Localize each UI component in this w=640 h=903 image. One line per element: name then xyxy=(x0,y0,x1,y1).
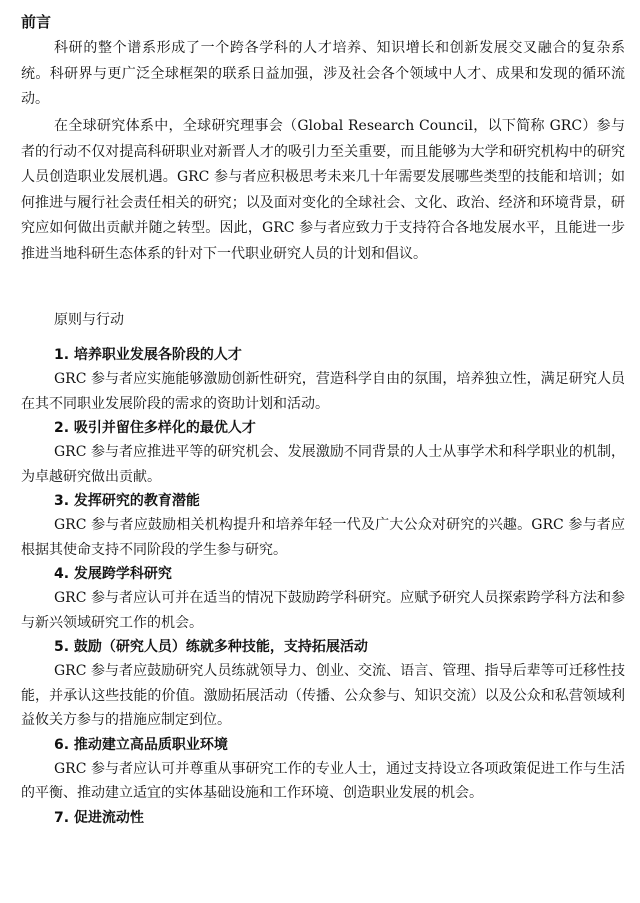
principle-body: GRC 参与者应实施能够激励创新性研究，营造科学自由的氛围，培养独立性，满足研究人员在其不同职业发展阶段的需求的资助计划和活动。 xyxy=(21,371,625,412)
intro-paragraph-1: 科研的整个谱系形成了一个跨各学科的人才培养、知识增长和创新发展交叉融合的复杂系统。科研界与更广泛全球框架的联系日益加强，涉及社会各个领域中人才、成果和发现的循环流动。 xyxy=(21,40,625,107)
principle-item-4 xyxy=(21,563,625,635)
principle-body: GRC 参与者应推进平等的研究机会、发展激励不同背景的人士从事学术和科学职业的机制，为卓越研究做出贡献。 xyxy=(21,444,625,485)
principle-item-1 xyxy=(21,344,625,416)
principle-title: 2. 吸引并留住多样化的最优人才 xyxy=(54,420,256,436)
principle-title: 5. 鼓励（研究人员）练就多种技能，支持拓展活动 xyxy=(54,639,368,655)
principle-body: GRC 参与者应认可并尊重从事研究工作的专业人士，通过支持设立各项政策促进工作与生活的平衡、推动建立适宜的实体基础设施和工作环境、创造职业发展的机会。 xyxy=(21,760,625,801)
intro-paragraph-2: 在全球研究体系中，全球研究理事会（Global Research Council，以下简称 GRC）参与者的行动不仅对提高科研职业对新晋人才的吸引力至关重要，而且能够为大学和研究机构中的研究人员创造职业发展机遇。GRC 参与者应积极思考未来几十年需要发展哪些类型的技能和培训；如何推进与履行社会责任相关的研究；以及面对变化的全球社会、文化、政治、经济和环境背景，研究应如何做出贡献并随之转型。因此，GRC 参与者应致力于支持符合各地发展水平，且能进一步推进当地科研生态体系的针对下一代职业研究人员的计划和倡议。 xyxy=(21,118,625,262)
principle-item-6 xyxy=(21,734,625,806)
principle-title: 1. 培养职业发展各阶段的人才 xyxy=(54,347,242,363)
preface-heading: 前言 xyxy=(21,13,52,31)
principles-list xyxy=(21,344,625,830)
principles-section-title: 原则与行动 xyxy=(54,312,124,328)
principle-body: GRC 参与者应鼓励相关机构提升和培养年轻一代及广大公众对研究的兴趣。GRC 参与者应根据其使命支持不同阶段的学生参与研究。 xyxy=(21,517,625,558)
principle-title: 3. 发挥研究的教育潜能 xyxy=(54,493,200,509)
principle-body: GRC 参与者应鼓励研究人员练就领导力、创业、交流、语言、管理、指导后辈等可迁移性技能，并承认这些技能的价值。激励拓展活动（传播、公众参与、知识交流）以及公众和私营领域利益攸关方参与的措施应制定到位。 xyxy=(21,663,625,728)
principle-item-3 xyxy=(21,490,625,562)
principle-body: GRC 参与者应认可并在适当的情况下鼓励跨学科研究。应赋予研究人员探索跨学科方法和参与新兴领域研究工作的机会。 xyxy=(21,590,625,631)
principle-item-5 xyxy=(21,636,625,733)
principle-item-7 xyxy=(21,807,625,830)
principle-title: 4. 发展跨学科研究 xyxy=(54,566,172,582)
principle-title: 6. 推动建立高品质职业环境 xyxy=(54,736,228,753)
principle-item-2 xyxy=(21,417,625,489)
principle-title: 7. 促进流动性 xyxy=(54,809,144,826)
